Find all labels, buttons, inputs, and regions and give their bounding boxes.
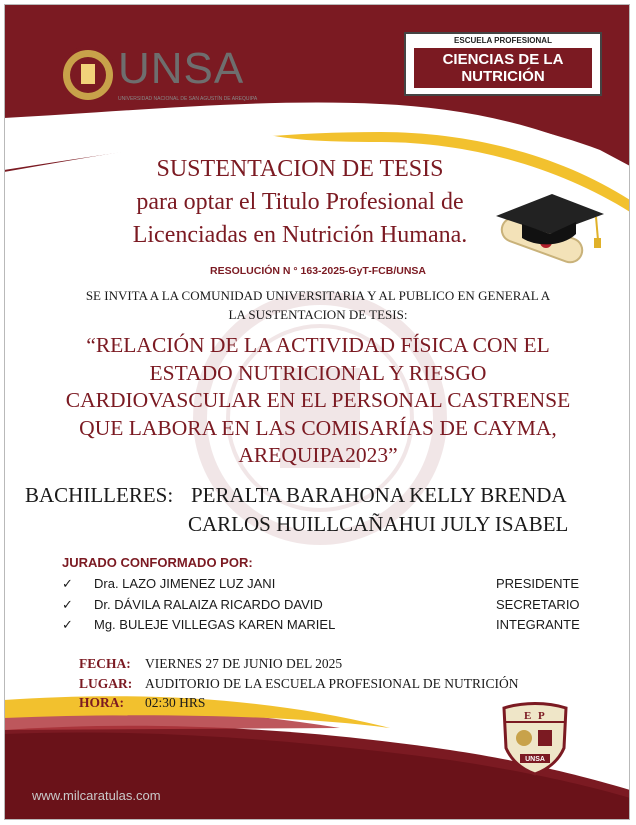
bachilleres-label: BACHILLERES: xyxy=(25,483,174,507)
jurado-member-role: PRESIDENTE xyxy=(496,576,580,591)
thesis-title-line5: AREQUIPA2023” xyxy=(238,443,398,467)
title-line3: Licenciadas en Nutrición Humana. xyxy=(132,222,468,248)
bachiller-name: PERALTA BARAHONA KELLY BRENDA xyxy=(191,483,567,507)
website-watermark: www.milcaratulas.com xyxy=(32,788,161,803)
ep-logo-letter: E xyxy=(524,710,532,722)
fecha-label: FECHA: xyxy=(79,656,131,671)
ep-logo-letter: P xyxy=(538,710,545,722)
invitation-line2: LA SUSTENTACION DE TESIS: xyxy=(228,307,408,322)
hora-label: HORA: xyxy=(79,695,124,710)
jurado-member-name: Dra. LAZO JIMENEZ LUZ JANI xyxy=(94,576,276,591)
thesis-title-line4: QUE LABORA EN LAS COMISARÍAS DE CAYMA, xyxy=(79,415,557,440)
title-line2: para optar el Titulo Profesional de xyxy=(136,189,464,215)
hora-value: 02:30 HRS xyxy=(145,695,206,710)
school-badge-line2: NUTRICIÓN xyxy=(461,68,545,85)
jurado-member-role: SECRETARIO xyxy=(496,597,580,612)
school-badge-line1: CIENCIAS DE LA xyxy=(442,51,564,68)
resolution-number: RESOLUCIÓN N ° 163-2025-GyT-FCB/UNSA xyxy=(210,265,426,277)
page-border xyxy=(4,4,630,820)
title-line1: SUSTENTACION DE TESIS xyxy=(156,156,444,182)
invitation-line1: SE INVITA A LA COMUNIDAD UNIVERSITARIA Y AL PUBLICO EN GENERAL A xyxy=(85,288,551,303)
ep-logo-text: UNSA xyxy=(525,756,545,763)
unsa-logo-text: UNSA xyxy=(118,44,245,93)
check-icon: ✓ xyxy=(62,576,73,591)
fecha-value: VIERNES 27 DE JUNIO DEL 2025 xyxy=(145,656,343,671)
bachiller-name: CARLOS HUILLCAÑAHUI JULY ISABEL xyxy=(188,512,569,536)
jurado-member-name: Mg. BULEJE VILLEGAS KAREN MARIEL xyxy=(94,617,336,632)
jurado-member-name: Dr. DÁVILA RALAIZA RICARDO DAVID xyxy=(94,597,323,612)
check-icon: ✓ xyxy=(62,617,73,632)
unsa-logo-subtitle: UNIVERSIDAD NACIONAL DE SAN AGUSTÍN DE AREQUIPA xyxy=(118,96,258,102)
jurado-member-role: INTEGRANTE xyxy=(496,617,580,632)
school-badge-top: ESCUELA PROFESIONAL xyxy=(454,36,552,45)
lugar-value: AUDITORIO DE LA ESCUELA PROFESIONAL DE NUTRICIÓN xyxy=(145,676,519,691)
jurado-title: JURADO CONFORMADO POR: xyxy=(62,555,253,570)
lugar-label: LUGAR: xyxy=(79,676,133,691)
check-icon: ✓ xyxy=(62,597,73,612)
thesis-title-line2: ESTADO NUTRICIONAL Y RIESGO xyxy=(149,360,487,385)
thesis-title-line1: “RELACIÓN DE LA ACTIVIDAD FÍSICA CON EL xyxy=(86,333,550,357)
thesis-title-line3: CARDIOVASCULAR EN EL PERSONAL CASTRENSE xyxy=(65,388,571,412)
